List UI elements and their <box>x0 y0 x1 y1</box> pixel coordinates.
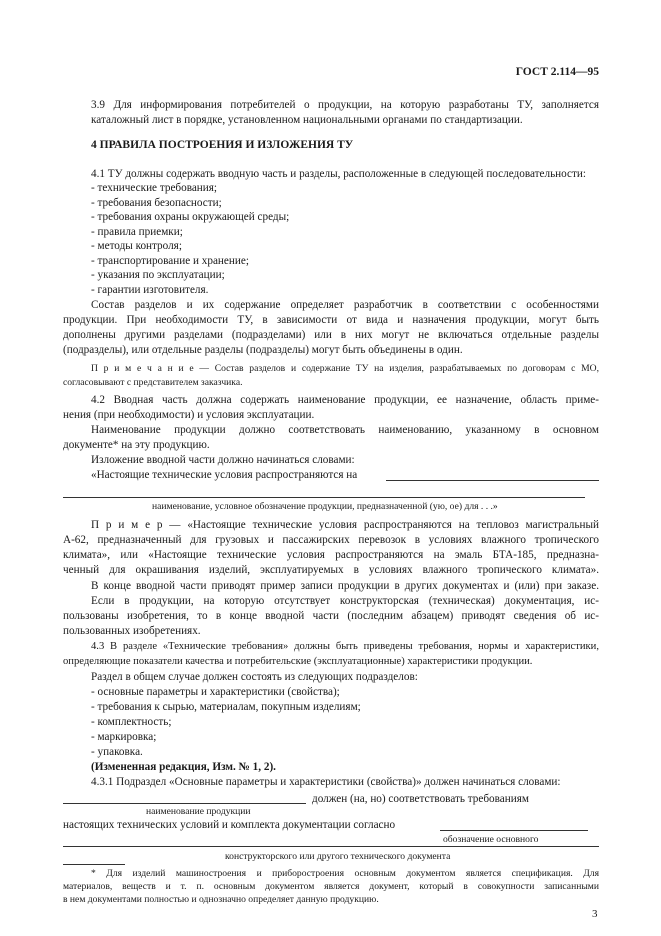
text-line: 4.2 Вводная часть должна содержать наименование продукции, ее назначение, область приме- <box>91 394 599 406</box>
example-line: П р и м е р — «Настоящие технические условия распространяются на тепловоз магистральный <box>91 519 599 531</box>
fill-in-blank <box>440 830 588 831</box>
section-title: 4 ПРАВИЛА ПОСТРОЕНИЯ И ИЗЛОЖЕНИЯ ТУ <box>91 139 354 151</box>
text-line: нения (при необходимости) и условия эксплуатации. <box>63 409 315 421</box>
text-line: должен (на, но) соответствовать требованиям <box>312 793 529 805</box>
list-item: - указания по эксплуатации; <box>91 269 225 281</box>
list-item: - требования безопасности; <box>91 197 222 209</box>
list-item: - транспортирование и хранение; <box>91 255 249 267</box>
text-line: 3.9 Для информирования потребителей о продукции, на которую разработаны ТУ, заполняется <box>91 99 599 111</box>
note-line: П р и м е ч а н и е — Состав разделов и содержание ТУ на изделия, разрабатываемых по договорам с МО, <box>91 363 599 374</box>
list-item: - правила приемки; <box>91 226 183 238</box>
fill-in-blank <box>386 480 599 481</box>
note-line: согласовывают с представителем заказчика. <box>63 377 243 388</box>
text-line: Если в продукции, на которую отсутствует конструкторская (техническая) документация, ис- <box>91 595 599 607</box>
text-line: Наименование продукции должно соответствовать наименованию, указанному в основном <box>91 424 599 436</box>
list-item: - требования охраны окружающей среды; <box>91 211 290 223</box>
text-line: Раздел в общем случае должен состоять из следующих подразделов: <box>91 671 418 683</box>
text-line: 4.3.1 Подраздел «Основные параметры и характеристики (свойства)» должен начинаться словами: <box>91 776 561 788</box>
amendment-note: (Измененная редакция, Изм. № 1, 2). <box>91 761 276 773</box>
field-caption: наименование, условное обозначение продукции, предназначенной (ую, ое) для . . .» <box>152 501 498 512</box>
list-item: - основные параметры и характеристики (свойства); <box>91 686 340 698</box>
field-caption: конструкторского или другого технического документа <box>225 851 451 862</box>
list-item: - маркировка; <box>91 731 157 743</box>
text-line: Состав разделов и их содержание определяет разработчик в соответствии с особенностями <box>91 299 599 311</box>
text-line: каталожный лист в порядке, установленном национальными органами по стандартизации. <box>91 114 523 126</box>
footnote-line: * Для изделий машиностроения и приборостроения основным документом является спецификация. Для <box>91 868 599 879</box>
example-line: А-62, предназначенный для грузовых и пассажирских перевозок в условиях влажного тропического <box>63 534 599 546</box>
text-line: 4.1 ТУ должны содержать вводную часть и разделы, расположенные в следующей последовательности: <box>91 168 586 180</box>
footnote-separator <box>63 864 125 865</box>
text-line: (подразделы), или отдельные разделы (подразделы) могут быть объединены в один. <box>63 344 463 356</box>
text-line: пользованных изобретениях. <box>63 625 201 637</box>
text-line: настоящих технических условий и комплекта документации согласно <box>63 819 396 831</box>
list-item: - требования к сырью, материалам, покупным изделиям; <box>91 701 361 713</box>
text-line: «Настоящие технические условия распространяются на <box>91 469 358 481</box>
list-item: - гарантии изготовителя. <box>91 284 209 296</box>
footnote-line: материалов, веществ и т. п. основным документом является документ, который в совокупности записанными <box>63 881 599 892</box>
text-line: определяющие показатели качества и потребительские (эксплуатационные) характеристики продукции. <box>63 656 533 667</box>
document-code: ГОСТ 2.114—95 <box>515 66 599 78</box>
page-number: 3 <box>592 908 598 920</box>
fill-in-blank <box>63 846 599 847</box>
example-line: ченный для окрашивания изделий, эксплуатируемых в условиях влажного тропического климата». <box>63 564 599 576</box>
footnote-line: в нем документами полностью и однозначно определяет данную продукцию. <box>63 894 379 905</box>
text-line: В конце вводной части приводят пример записи продукции в других документах и (или) при заказе. <box>91 580 599 592</box>
list-item: - методы контроля; <box>91 240 182 252</box>
list-item: - технические требования; <box>91 182 218 194</box>
list-item: - упаковка. <box>91 746 143 758</box>
fill-in-blank <box>63 803 306 804</box>
list-item: - комплектность; <box>91 716 172 728</box>
field-caption: обозначение основного <box>443 834 539 845</box>
text-line: документе* на эту продукцию. <box>63 439 210 451</box>
text-line: Изложение вводной части должно начинаться словами: <box>91 454 355 466</box>
field-caption: наименование продукции <box>146 806 251 817</box>
text-line: 4.3 В разделе «Технические требования» должны быть приведены требования, нормы и характеристики, <box>91 641 599 652</box>
fill-in-blank <box>63 497 585 498</box>
example-line: климата», или «Настоящие технические условия распространяются на эмаль БТА-185, предназна- <box>63 549 599 561</box>
text-line: пользованы изобретения, то в конце вводной части (последним абзацем) приводят сведения об ис- <box>63 610 599 622</box>
text-line: продукции. При необходимости ТУ, в зависимости от вида и назначения продукции, могут быть <box>63 314 599 326</box>
text-line: дополнены другими разделами (подразделами) или в них могут не включаться отдельные разделы <box>63 329 599 341</box>
